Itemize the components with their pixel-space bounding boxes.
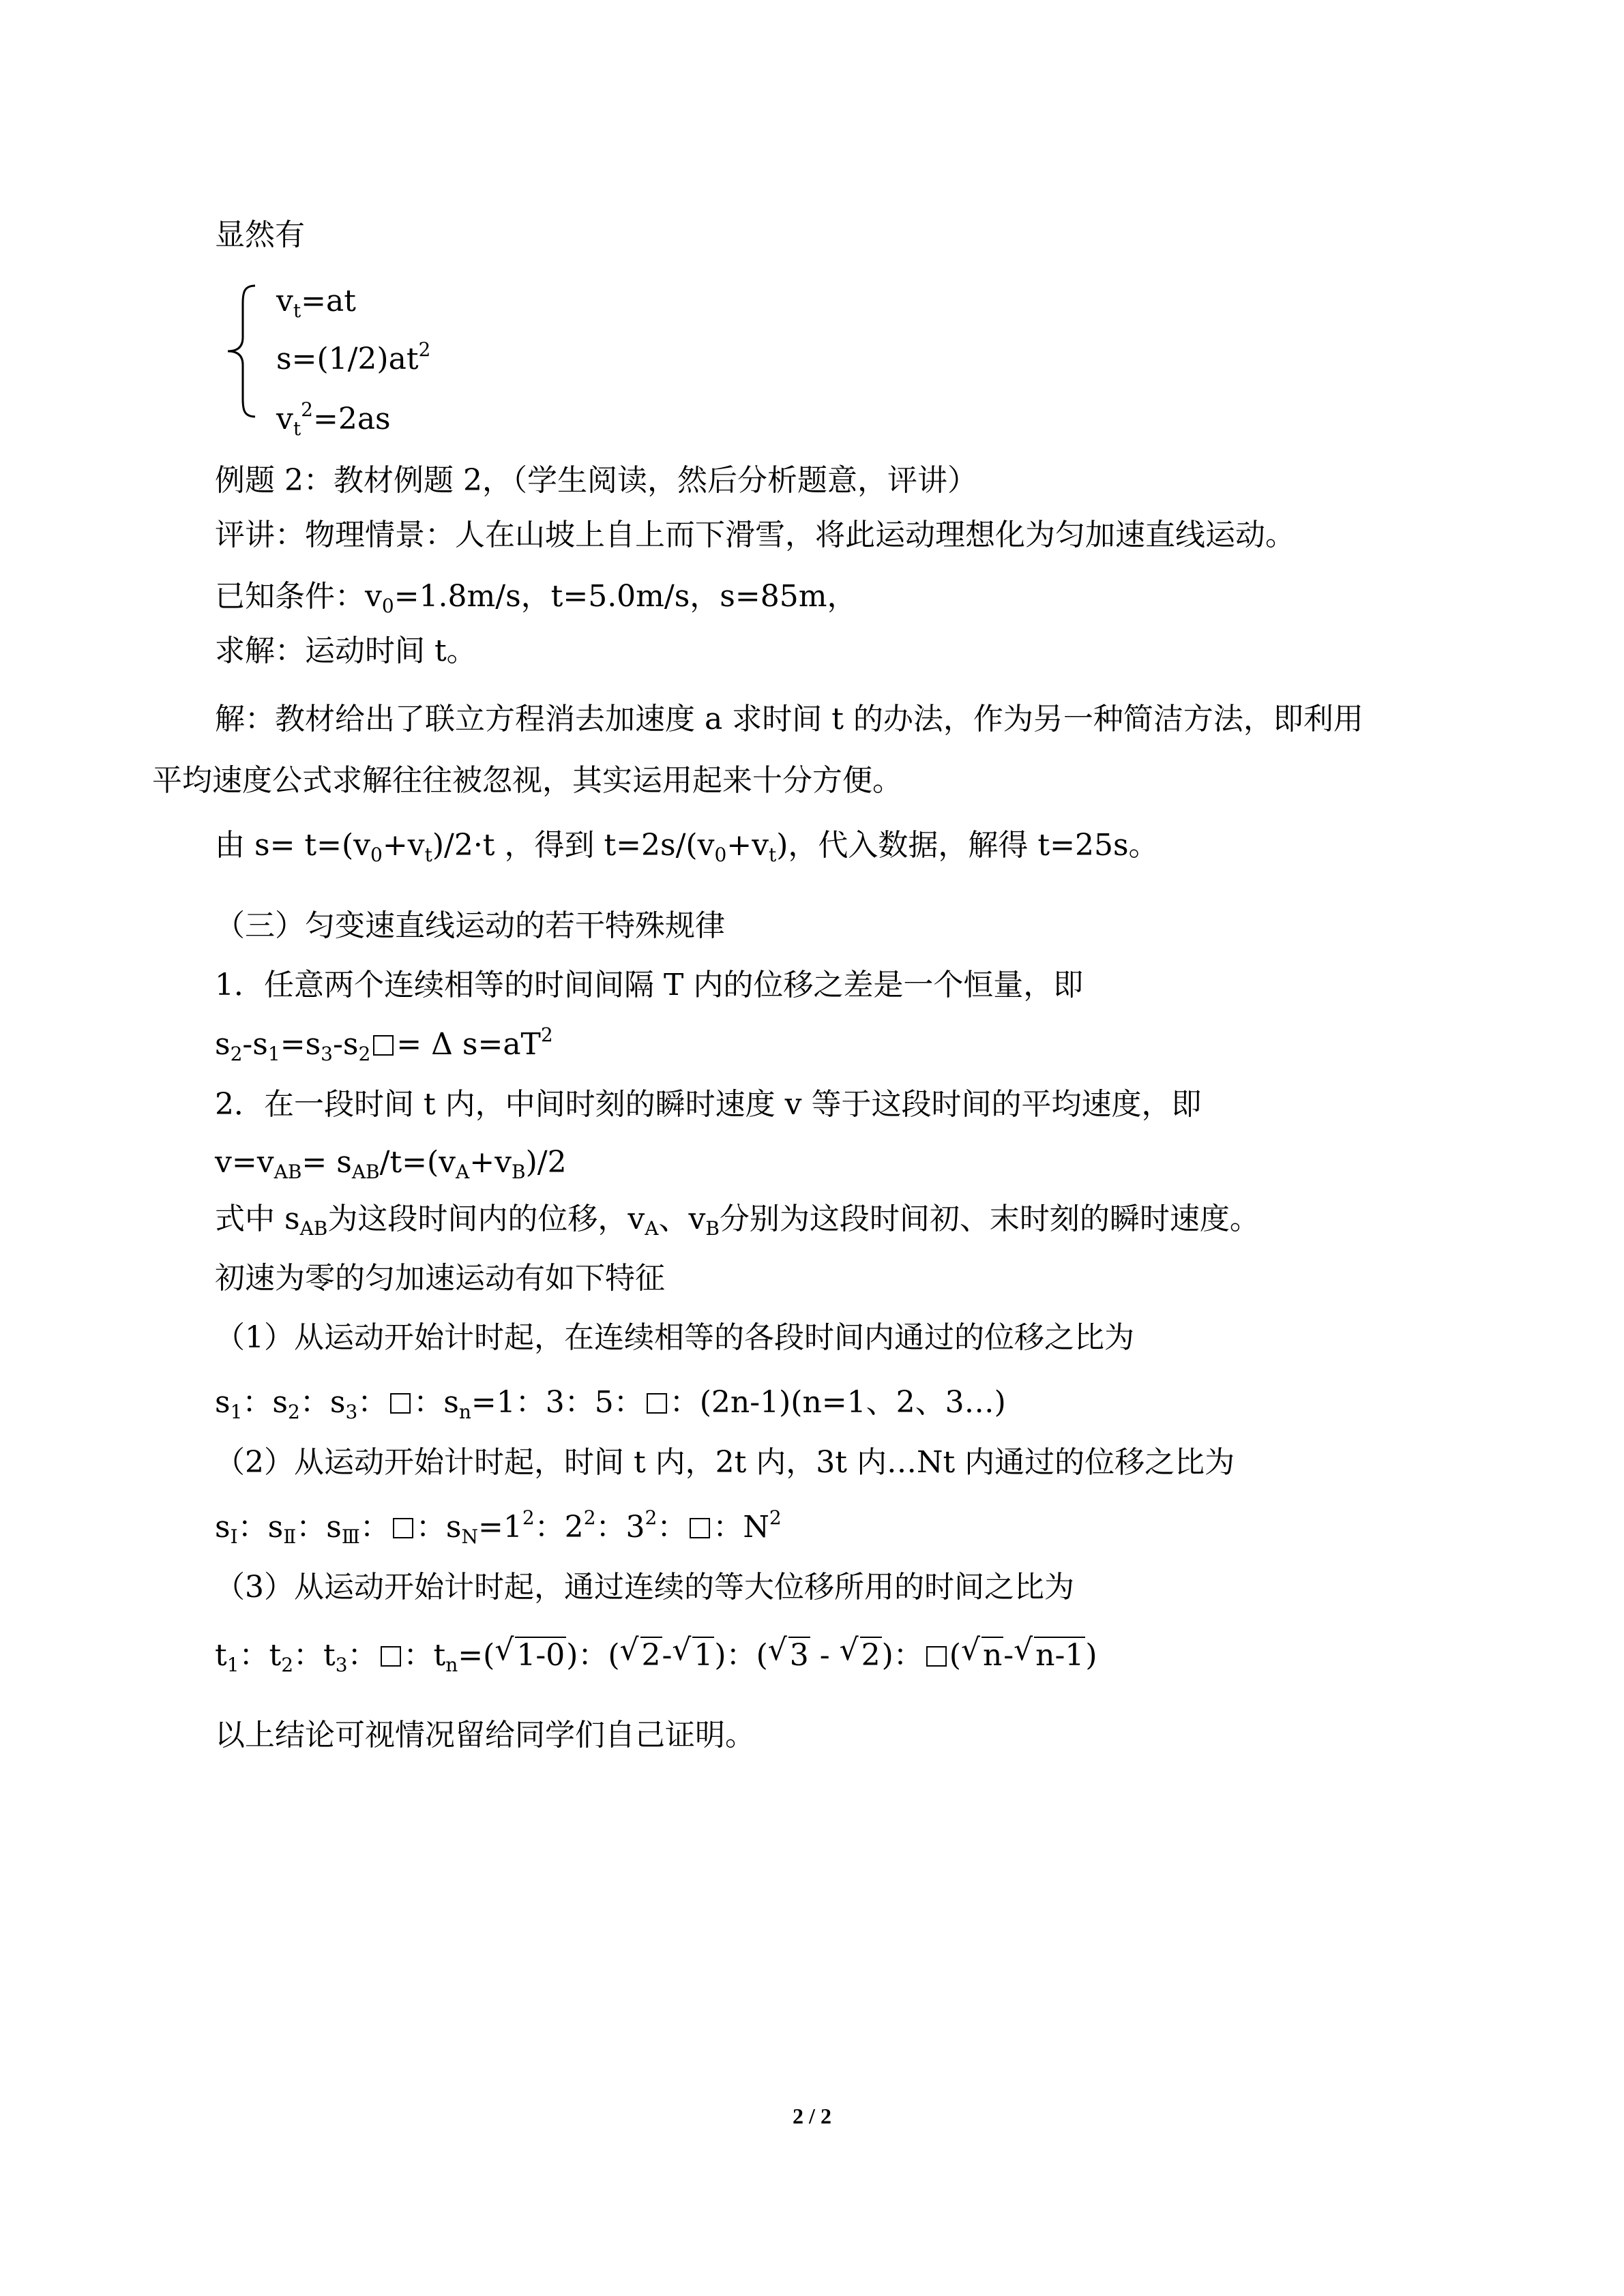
- solution-line-1: 解：教材给出了联立方程消去加速度 a 求时间 t 的办法，作为另一种简洁方法，即利用: [215, 702, 1363, 736]
- solution-line-2: 平均速度公式求解往往被忽视，其实运用起来十分方便。: [152, 763, 902, 798]
- feature-3: （3）从运动开始计时起，通过连续的等大位移所用的时间之比为: [215, 1570, 1074, 1605]
- rule-1: 1．任意两个连续相等的时间间隔 T 内的位移之差是一个恒量，即: [215, 968, 1084, 1002]
- feature-3-equation: $t_1$：$t_2$：$t_3$： ：$t_n=(√$ 1-0)：(√ 2-√ 1)：(√ 3 - √ 2)： (√ n-√ n-1): [215, 1635, 1097, 1676]
- feature-1: （1）从运动开始计时起，在连续相等的各段时间内通过的位移之比为: [215, 1320, 1134, 1355]
- equation-s: $s=(1/2)at^2$: [276, 338, 431, 376]
- sqrt-icon: √ n-1: [1014, 1635, 1085, 1676]
- section-heading: （三）匀变速直线运动的若干特殊规律: [215, 908, 725, 943]
- placeholder-box-icon: [393, 1518, 413, 1538]
- brace-icon: [225, 283, 258, 419]
- rule-2-note: 式中 $s_{AB}$为这段时间内的位移，$v_A$、$v_B$分别为这段时间初、末时刻的瞬时速度。: [215, 1202, 1260, 1240]
- sqrt-icon: √ 2: [620, 1635, 662, 1676]
- conclusion-text: 以上结论可视情况留给同学们自己证明。: [215, 1718, 755, 1753]
- solve-for: 求解：运动时间 t。: [215, 633, 477, 668]
- placeholder-box-icon: [373, 1035, 394, 1056]
- known-conditions: 已知条件：$v_0=1.8m/s$，t=5.0m/s，s=85m，: [215, 579, 857, 617]
- sqrt-icon: √ 3: [768, 1635, 810, 1676]
- comment-text: 评讲：物理情景：人在山坡上自上而下滑雪，将此运动理想化为匀加速直线运动。: [215, 518, 1295, 552]
- placeholder-box-icon: [690, 1518, 710, 1538]
- derivation: 由 $s= t=(v_0+v_t)/2\cdot t$ ，得到 $t=2s/(v_0+v_t)$，代入数据，解得 t=25s。: [215, 828, 1159, 866]
- feature-2-equation: $s_Ⅰ$：$s_Ⅱ$：$s_Ⅲ$： ：$s_N=1^2$：$2^2$：$3^2$： ：$N^2$: [215, 1506, 782, 1548]
- sqrt-icon: √ 1: [672, 1635, 714, 1676]
- zero-start-heading: 初速为零的匀加速运动有如下特征: [215, 1261, 665, 1296]
- sqrt-icon: √ 2: [840, 1635, 882, 1676]
- rule-2: 2．在一段时间 t 内，中间时刻的瞬时速度 v 等于这段时间的平均速度，即: [215, 1087, 1202, 1122]
- example-heading: 例题 2：教材例题 2，（学生阅读，然后分析题意，评讲）: [215, 463, 977, 498]
- equation-vt2: $v_t^2=2as$: [276, 398, 391, 440]
- feature-2: （2）从运动开始计时起，时间 t 内，2t 内，3t 内…Nt 内通过的位移之比为: [215, 1445, 1235, 1480]
- placeholder-box-icon: [390, 1393, 411, 1414]
- feature-1-equation: $s_1$：$s_2$：$s_3$： ：$s_n=1$：3：5： ：(2n-1)(n=1、2、3…): [215, 1385, 1006, 1423]
- sqrt-icon: √ 1-0: [494, 1635, 566, 1676]
- equation-vt: $v_t=at$: [276, 284, 356, 322]
- intro-text: 显然有: [215, 218, 305, 252]
- placeholder-box-icon: [926, 1646, 947, 1667]
- placeholder-box-icon: [381, 1646, 401, 1667]
- page-number: 2 / 2: [793, 2104, 831, 2128]
- placeholder-box-icon: [647, 1393, 667, 1414]
- sqrt-icon: √ n: [961, 1635, 1003, 1676]
- rule-2-equation: $v=v_{AB}= s_{AB}/t=(v_A+v_B)/2$: [215, 1145, 567, 1183]
- rule-1-equation: $s_2-s_1=s_3-s_2 = \Delta$ $s=aT^2$: [215, 1024, 553, 1065]
